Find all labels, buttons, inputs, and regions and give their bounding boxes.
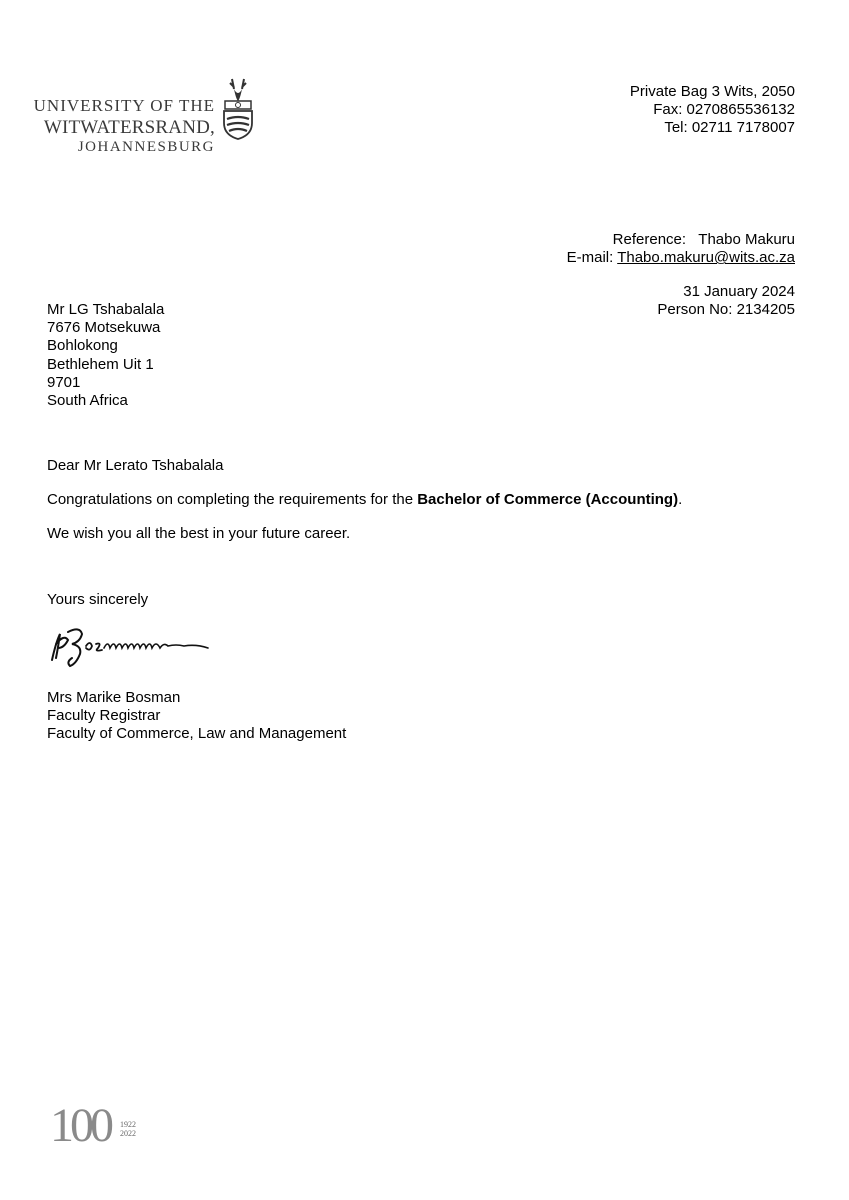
person-number: Person No: 2134205: [657, 301, 795, 319]
recipient-line: 9701: [47, 373, 81, 391]
signatory-title: Faculty Registrar: [47, 707, 161, 725]
reference-label: Reference:: [612, 231, 687, 248]
signatory-faculty: Faculty of Commerce, Law and Management: [47, 725, 347, 743]
contact-block: [535, 83, 795, 138]
postal-address: Private Bag 3 Wits, 2050: [629, 83, 795, 100]
university-logo-text: [30, 95, 215, 155]
signatory-block: [47, 689, 346, 744]
salutation: Dear Mr Lerato Tshabalala: [47, 457, 224, 474]
recipient-address: [47, 301, 164, 410]
reference-line: [455, 231, 795, 249]
email-label: E-mail:: [566, 249, 614, 267]
email-line: [455, 249, 795, 267]
handwritten-signature: [46, 622, 216, 672]
wish-paragraph: We wish you all the best in your future career.: [47, 525, 351, 542]
email-link[interactable]: Thabo.makuru@wits.ac.za: [617, 249, 795, 267]
letter-date: 31 January 2024: [683, 283, 795, 300]
date-block: [535, 283, 795, 319]
centenary-number: 100: [50, 1099, 110, 1152]
recipient-line: South Africa: [47, 392, 128, 410]
logo-line-1: UNIVERSITY OF THE: [33, 96, 215, 115]
university-crest-icon: [218, 75, 258, 141]
congrats-prefix: Congratulations on completing the requirements for the: [47, 491, 418, 508]
logo-line-2: WITWATERSRAND,: [43, 117, 215, 138]
congrats-suffix: .: [678, 491, 683, 508]
centenary-logo: [50, 1098, 150, 1154]
closing: Yours sincerely: [47, 591, 149, 608]
degree-name: Bachelor of Commerce (Accounting): [417, 491, 679, 508]
logo-line-3: JOHANNESBURG: [77, 139, 215, 155]
recipient-line: Bethlehem Uit 1: [47, 355, 154, 373]
recipient-line: Bohlokong: [47, 337, 118, 355]
centenary-years: [120, 1120, 136, 1138]
fax-number: Fax: 0270865536132: [653, 101, 795, 119]
reference-name: Thabo Makuru: [698, 231, 795, 248]
recipient-line: 7676 Motsekuwa: [47, 319, 161, 337]
congratulations-paragraph: [47, 491, 682, 509]
signatory-name: Mrs Marike Bosman: [47, 689, 181, 706]
centenary-year-start: 1922: [120, 1120, 136, 1129]
recipient-line: Mr LG Tshabalala: [47, 301, 165, 318]
tel-number: Tel: 02711 7178007: [664, 119, 795, 137]
reference-block: [455, 231, 795, 267]
centenary-year-end: 2022: [120, 1129, 136, 1138]
